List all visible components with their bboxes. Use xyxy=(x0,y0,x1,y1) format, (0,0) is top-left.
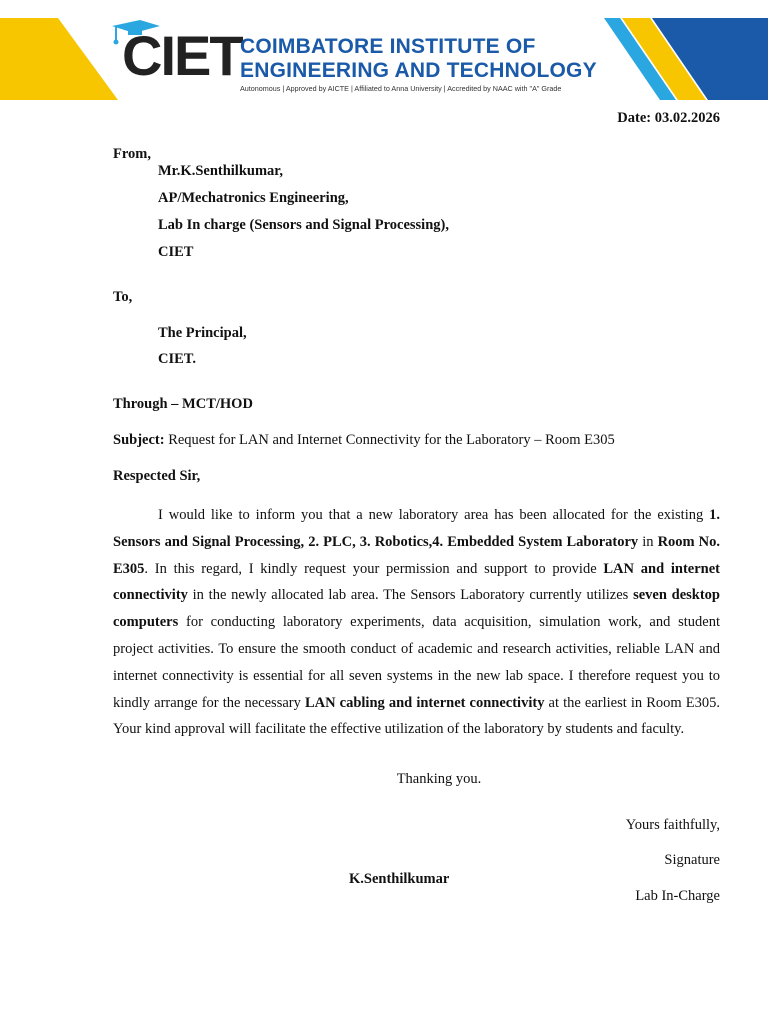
subject-text: Request for LAN and Internet Connectivity for the Laboratory – Room E305 xyxy=(164,432,615,448)
institute-name-line2: ENGINEERING AND TECHNOLOGY xyxy=(240,59,597,82)
institute-name-line1: COIMBATORE INSTITUTE OF xyxy=(240,35,536,58)
body-bold: seven desktop computers xyxy=(113,587,720,631)
body-text: . In this regard, I kindly request your permission and support to provide xyxy=(144,560,604,577)
body-text: in xyxy=(638,533,658,550)
logo-text: CIET xyxy=(122,24,242,87)
body-text: for conducting laboratory experiments, data acquisition, simulation work, and student project activities. To ensure the smooth conduct of academic and research activities, reliable LAN and internet connectivity is essential for all seven systems in the new lab space. I therefore request you to kindly arrange for the necessary xyxy=(113,614,720,711)
body-text: in the newly allocated lab area. The Sensors Laboratory currently utilizes xyxy=(187,587,634,604)
institute-name xyxy=(240,35,597,83)
to-label: To, xyxy=(113,289,133,305)
subject-line xyxy=(113,431,615,449)
salutation: Respected Sir, xyxy=(113,468,201,484)
letterhead-banner xyxy=(0,18,768,100)
body-bold: LAN cabling and internet connectivity xyxy=(304,694,545,711)
signature-label: Signature xyxy=(664,852,720,868)
signer-name: K.Senthilkumar xyxy=(349,871,450,887)
body-bold: Room No. E305 xyxy=(113,533,721,577)
to-line: The Principal, xyxy=(158,325,247,341)
from-line: Lab In charge (Sensors and Signal Processing), xyxy=(158,217,449,233)
to-line: CIET. xyxy=(158,351,197,367)
body-paragraph xyxy=(113,502,720,743)
closing: Yours faithfully, xyxy=(625,817,720,833)
subject-label: Subject: xyxy=(113,432,165,448)
yellow-stripe xyxy=(0,18,118,100)
signer-role: Lab In-Charge xyxy=(635,888,720,904)
thanking-line: Thanking you. xyxy=(396,771,482,787)
from-line: Mr.K.Senthilkumar, xyxy=(158,163,284,179)
from-line: AP/Mechatronics Engineering, xyxy=(158,190,349,206)
through-line: Through – MCT/HOD xyxy=(113,396,253,412)
body-text: I would like to inform you that a new laboratory area has been allocated for the existing xyxy=(158,507,710,523)
body-bold: 1. Sensors and Signal Processing, 2. PLC, 3. Robotics,4. Embedded System Laboratory xyxy=(113,507,720,550)
body-text: at the earliest in Room E305. Your kind approval will facilitate the effective utilization of the laboratory by students and faculty. xyxy=(113,694,720,738)
body-bold: LAN and internet connectivity xyxy=(113,560,720,604)
from-label: From, xyxy=(113,146,151,162)
from-line: CIET xyxy=(158,244,194,260)
institute-tagline: Autonomous | Approved by AICTE | Affiliated to Anna University | Accredited by NAAC with "A" Grade xyxy=(240,84,562,93)
letter-date: Date: 03.02.2026 xyxy=(617,110,720,126)
